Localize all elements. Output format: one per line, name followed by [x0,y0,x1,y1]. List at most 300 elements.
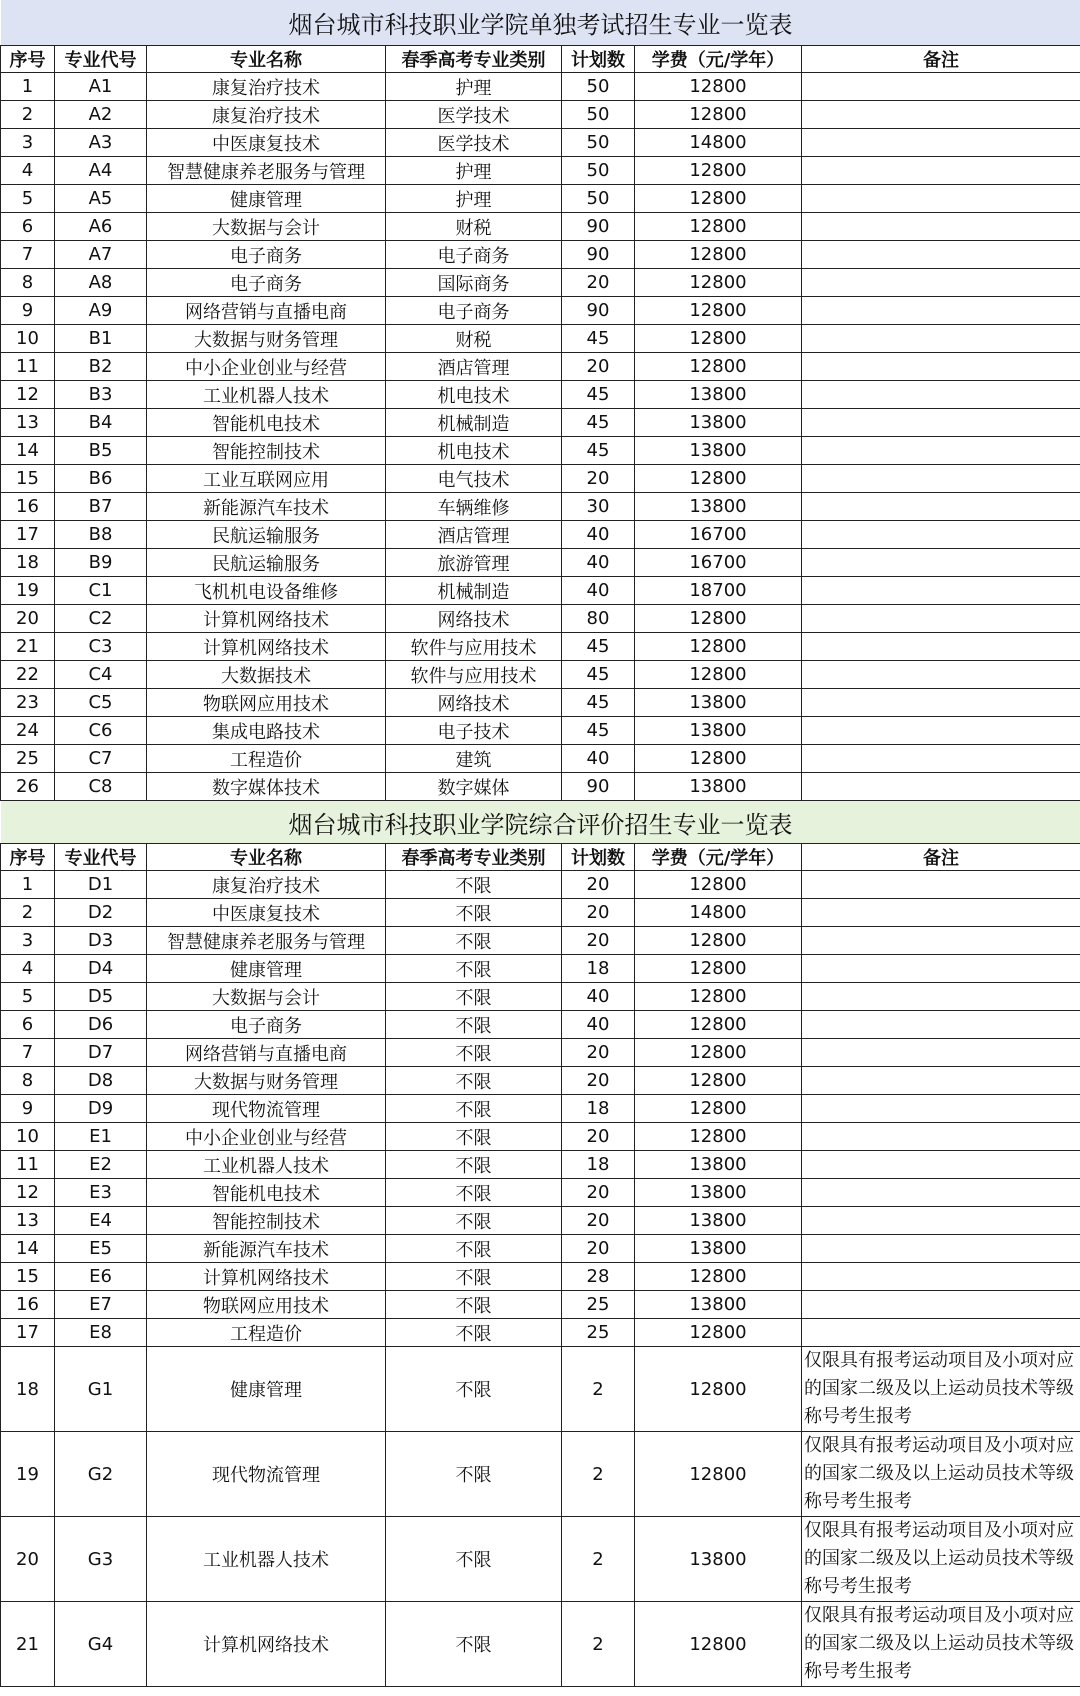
tuition-cell: 12800 [635,297,802,325]
plan-count-cell: 20 [562,871,635,899]
major-name-cell: 大数据与会计 [147,213,386,241]
note-cell [802,185,1080,213]
category-cell: 不限 [386,983,562,1011]
note-cell [802,101,1080,129]
table-row [1,633,1080,661]
plan-count-cell: 20 [562,1067,635,1095]
code-cell: C3 [55,633,147,661]
note-cell [802,927,1080,955]
code-cell: C6 [55,717,147,745]
seq-cell: 4 [1,955,55,983]
table-row [1,1602,1080,1687]
table-row [1,437,1080,465]
table-row [1,927,1080,955]
plan-count-cell: 40 [562,521,635,549]
table-row [1,1095,1080,1123]
tuition-cell: 12800 [635,633,802,661]
note-cell: 仅限具有报考运动项目及小项对应的国家二级及以上运动员技术等级称号考生报考 [802,1517,1080,1602]
note-cell [802,899,1080,927]
code-cell: B9 [55,549,147,577]
code-cell: C5 [55,689,147,717]
major-name-cell: 工业机器人技术 [147,381,386,409]
note-cell [802,437,1080,465]
note-cell [802,773,1080,801]
note-cell: 仅限具有报考运动项目及小项对应的国家二级及以上运动员技术等级称号考生报考 [802,1432,1080,1517]
note-cell [802,1235,1080,1263]
plan-count-cell: 18 [562,1151,635,1179]
category-cell: 不限 [386,1235,562,1263]
major-name-cell: 大数据与会计 [147,983,386,1011]
header-cell: 计划数 [562,844,635,871]
plan-count-cell: 50 [562,129,635,157]
category-cell: 不限 [386,1179,562,1207]
major-name-cell: 数字媒体技术 [147,773,386,801]
code-cell: G4 [55,1602,147,1687]
code-cell: A7 [55,241,147,269]
code-cell: A6 [55,213,147,241]
code-cell: D2 [55,899,147,927]
header-cell: 专业代号 [55,844,147,871]
code-cell: E5 [55,1235,147,1263]
note-cell [802,157,1080,185]
category-cell: 酒店管理 [386,353,562,381]
plan-count-cell: 2 [562,1517,635,1602]
header-cell: 专业名称 [147,46,386,73]
tuition-cell: 12800 [635,465,802,493]
note-cell [802,521,1080,549]
seq-cell: 22 [1,661,55,689]
note-cell [802,549,1080,577]
table-row [1,157,1080,185]
table-row [1,1347,1080,1432]
category-cell: 不限 [386,1432,562,1517]
table-row [1,1067,1080,1095]
table-row [1,717,1080,745]
tuition-cell: 13800 [635,689,802,717]
seq-cell: 14 [1,437,55,465]
plan-count-cell: 45 [562,325,635,353]
category-cell: 护理 [386,157,562,185]
plan-count-cell: 28 [562,1263,635,1291]
table-title-row [1,0,1080,46]
plan-count-cell: 20 [562,1179,635,1207]
tuition-cell: 12800 [635,1432,802,1517]
category-cell: 车辆维修 [386,493,562,521]
tuition-cell: 13800 [635,1291,802,1319]
note-cell [802,577,1080,605]
table-row [1,1517,1080,1602]
major-name-cell: 工程造价 [147,1319,386,1347]
seq-cell: 13 [1,1207,55,1235]
plan-count-cell: 45 [562,409,635,437]
code-cell: E6 [55,1263,147,1291]
category-cell: 不限 [386,1011,562,1039]
major-name-cell: 大数据技术 [147,661,386,689]
table-row [1,871,1080,899]
tuition-cell: 13800 [635,773,802,801]
tuition-cell: 12800 [635,871,802,899]
note-cell [802,717,1080,745]
major-name-cell: 新能源汽车技术 [147,1235,386,1263]
category-cell: 财税 [386,325,562,353]
code-cell: G2 [55,1432,147,1517]
seq-cell: 7 [1,1039,55,1067]
seq-cell: 23 [1,689,55,717]
code-cell: C2 [55,605,147,633]
major-name-cell: 康复治疗技术 [147,101,386,129]
table-row [1,325,1080,353]
major-name-cell: 工程造价 [147,745,386,773]
tuition-cell: 12800 [635,1123,802,1151]
seq-cell: 2 [1,899,55,927]
header-cell: 学费（元/学年） [635,46,802,73]
plan-count-cell: 45 [562,437,635,465]
table-row [1,1235,1080,1263]
major-name-cell: 计算机网络技术 [147,633,386,661]
plan-count-cell: 18 [562,955,635,983]
tuition-cell: 12800 [635,1347,802,1432]
major-name-cell: 健康管理 [147,185,386,213]
plan-count-cell: 90 [562,213,635,241]
table-row [1,577,1080,605]
seq-cell: 21 [1,1602,55,1687]
major-name-cell: 物联网应用技术 [147,689,386,717]
tuition-cell: 12800 [635,101,802,129]
comprehensive-eval-section [1,801,1080,1687]
seq-cell: 1 [1,73,55,101]
table-row [1,381,1080,409]
table-row [1,269,1080,297]
plan-count-cell: 20 [562,927,635,955]
category-cell: 不限 [386,927,562,955]
seq-cell: 12 [1,381,55,409]
table-title-row [1,801,1080,844]
plan-count-cell: 90 [562,773,635,801]
table-row [1,241,1080,269]
code-cell: E2 [55,1151,147,1179]
tuition-cell: 14800 [635,899,802,927]
plan-count-cell: 20 [562,1207,635,1235]
major-name-cell: 工业互联网应用 [147,465,386,493]
tuition-cell: 13800 [635,1235,802,1263]
note-cell [802,1319,1080,1347]
category-cell: 不限 [386,871,562,899]
code-cell: C7 [55,745,147,773]
code-cell: D6 [55,1011,147,1039]
tuition-cell: 12800 [635,241,802,269]
header-cell: 春季高考专业类别 [386,844,562,871]
major-name-cell: 现代物流管理 [147,1095,386,1123]
code-cell: A4 [55,157,147,185]
note-cell [802,1067,1080,1095]
seq-cell: 25 [1,745,55,773]
plan-count-cell: 40 [562,745,635,773]
plan-count-cell: 2 [562,1602,635,1687]
code-cell: D9 [55,1095,147,1123]
code-cell: A2 [55,101,147,129]
code-cell: A8 [55,269,147,297]
note-cell [802,661,1080,689]
plan-count-cell: 20 [562,269,635,297]
seq-cell: 16 [1,1291,55,1319]
tuition-cell: 12800 [635,1319,802,1347]
seq-cell: 8 [1,1067,55,1095]
table-row [1,773,1080,801]
tuition-cell: 12800 [635,1039,802,1067]
major-name-cell: 电子商务 [147,1011,386,1039]
table-row [1,465,1080,493]
category-cell: 电气技术 [386,465,562,493]
tuition-cell: 12800 [635,269,802,297]
header-cell: 序号 [1,46,55,73]
code-cell: D3 [55,927,147,955]
seq-cell: 11 [1,353,55,381]
major-name-cell: 中小企业创业与经营 [147,353,386,381]
note-cell [802,353,1080,381]
seq-cell: 18 [1,1347,55,1432]
code-cell: B4 [55,409,147,437]
note-cell [802,1291,1080,1319]
seq-cell: 8 [1,269,55,297]
category-cell: 不限 [386,1123,562,1151]
category-cell: 不限 [386,1291,562,1319]
note-cell [802,605,1080,633]
seq-cell: 15 [1,1263,55,1291]
tuition-cell: 12800 [635,157,802,185]
category-cell: 医学技术 [386,101,562,129]
plan-count-cell: 30 [562,493,635,521]
table-row [1,297,1080,325]
major-name-cell: 智慧健康养老服务与管理 [147,157,386,185]
seq-cell: 2 [1,101,55,129]
header-cell: 备注 [802,46,1080,73]
seq-cell: 4 [1,157,55,185]
tuition-cell: 13800 [635,1179,802,1207]
tuition-cell: 12800 [635,927,802,955]
plan-count-cell: 50 [562,157,635,185]
tuition-cell: 12800 [635,185,802,213]
table-row [1,1291,1080,1319]
code-cell: A9 [55,297,147,325]
table-row [1,1011,1080,1039]
seq-cell: 20 [1,1517,55,1602]
code-cell: C4 [55,661,147,689]
major-name-cell: 中小企业创业与经营 [147,1123,386,1151]
major-name-cell: 健康管理 [147,955,386,983]
code-cell: E7 [55,1291,147,1319]
code-cell: B7 [55,493,147,521]
tuition-cell: 18700 [635,577,802,605]
code-cell: B2 [55,353,147,381]
plan-count-cell: 2 [562,1432,635,1517]
note-cell [802,465,1080,493]
plan-count-cell: 45 [562,381,635,409]
code-cell: D5 [55,983,147,1011]
plan-count-cell: 80 [562,605,635,633]
major-name-cell: 中医康复技术 [147,129,386,157]
major-name-cell: 集成电路技术 [147,717,386,745]
major-name-cell: 智能机电技术 [147,1179,386,1207]
tuition-cell: 12800 [635,73,802,101]
table-row [1,1319,1080,1347]
seq-cell: 1 [1,871,55,899]
plan-count-cell: 90 [562,297,635,325]
category-cell: 财税 [386,213,562,241]
plan-count-cell: 25 [562,1319,635,1347]
tuition-cell: 16700 [635,549,802,577]
category-cell: 旅游管理 [386,549,562,577]
plan-count-cell: 20 [562,1235,635,1263]
header-cell: 专业名称 [147,844,386,871]
note-cell [802,1179,1080,1207]
code-cell: E8 [55,1319,147,1347]
category-cell: 不限 [386,1319,562,1347]
tuition-cell: 16700 [635,521,802,549]
table-row [1,493,1080,521]
seq-cell: 14 [1,1235,55,1263]
tuition-cell: 13800 [635,1517,802,1602]
major-name-cell: 电子商务 [147,269,386,297]
seq-cell: 17 [1,1319,55,1347]
code-cell: A1 [55,73,147,101]
major-name-cell: 物联网应用技术 [147,1291,386,1319]
table-row [1,1151,1080,1179]
table-row [1,689,1080,717]
major-name-cell: 智能控制技术 [147,437,386,465]
tuition-cell: 12800 [635,353,802,381]
note-cell [802,73,1080,101]
plan-count-cell: 20 [562,465,635,493]
tuition-cell: 12800 [635,983,802,1011]
note-cell [802,1263,1080,1291]
category-cell: 护理 [386,185,562,213]
category-cell: 机电技术 [386,437,562,465]
category-cell: 网络技术 [386,689,562,717]
code-cell: B5 [55,437,147,465]
tuition-cell: 13800 [635,1207,802,1235]
tuition-cell: 12800 [635,955,802,983]
table-row [1,521,1080,549]
table-row [1,605,1080,633]
category-cell: 机械制造 [386,577,562,605]
table-row [1,1039,1080,1067]
note-cell [802,409,1080,437]
code-cell: G3 [55,1517,147,1602]
seq-cell: 17 [1,521,55,549]
plan-count-cell: 90 [562,241,635,269]
code-cell: G1 [55,1347,147,1432]
plan-count-cell: 50 [562,73,635,101]
category-cell: 国际商务 [386,269,562,297]
tuition-cell: 13800 [635,1151,802,1179]
category-cell: 不限 [386,1347,562,1432]
note-cell [802,689,1080,717]
table-row [1,983,1080,1011]
plan-count-cell: 40 [562,983,635,1011]
major-name-cell: 工业机器人技术 [147,1151,386,1179]
plan-count-cell: 45 [562,633,635,661]
code-cell: E1 [55,1123,147,1151]
category-cell: 不限 [386,955,562,983]
plan-count-cell: 45 [562,689,635,717]
category-cell: 电子商务 [386,297,562,325]
code-cell: E3 [55,1179,147,1207]
seq-cell: 3 [1,129,55,157]
tuition-cell: 12800 [635,1602,802,1687]
tuition-cell: 12800 [635,1095,802,1123]
category-cell: 不限 [386,1151,562,1179]
seq-cell: 10 [1,1123,55,1151]
seq-cell: 6 [1,213,55,241]
table-row [1,185,1080,213]
seq-cell: 9 [1,297,55,325]
note-cell [802,241,1080,269]
category-cell: 不限 [386,1517,562,1602]
category-cell: 不限 [386,1602,562,1687]
tuition-cell: 14800 [635,129,802,157]
major-name-cell: 电子商务 [147,241,386,269]
note-cell: 仅限具有报考运动项目及小项对应的国家二级及以上运动员技术等级称号考生报考 [802,1347,1080,1432]
separate-exam-title: 烟台城市科技职业学院单独考试招生专业一览表 [1,0,1080,46]
tuition-cell: 12800 [635,605,802,633]
category-cell: 不限 [386,1263,562,1291]
category-cell: 护理 [386,73,562,101]
code-cell: D1 [55,871,147,899]
note-cell [802,1011,1080,1039]
category-cell: 机电技术 [386,381,562,409]
tuition-cell: 13800 [635,437,802,465]
header-cell: 备注 [802,844,1080,871]
note-cell [802,213,1080,241]
category-cell: 数字媒体 [386,773,562,801]
category-cell: 软件与应用技术 [386,661,562,689]
table-row [1,1432,1080,1517]
seq-cell: 21 [1,633,55,661]
category-cell: 不限 [386,1207,562,1235]
plan-count-cell: 40 [562,1011,635,1039]
major-name-cell: 康复治疗技术 [147,871,386,899]
plan-count-cell: 50 [562,101,635,129]
plan-count-cell: 45 [562,717,635,745]
major-name-cell: 飞机机电设备维修 [147,577,386,605]
header-row [1,46,1080,73]
seq-cell: 20 [1,605,55,633]
table-row [1,1123,1080,1151]
plan-count-cell: 20 [562,1123,635,1151]
major-name-cell: 工业机器人技术 [147,1517,386,1602]
seq-cell: 6 [1,1011,55,1039]
note-cell [802,633,1080,661]
category-cell: 电子技术 [386,717,562,745]
note-cell [802,1207,1080,1235]
table-row [1,101,1080,129]
plan-count-cell: 50 [562,185,635,213]
major-name-cell: 中医康复技术 [147,899,386,927]
table-row [1,353,1080,381]
note-cell [802,1095,1080,1123]
major-name-cell: 计算机网络技术 [147,605,386,633]
table-row [1,213,1080,241]
plan-count-cell: 40 [562,549,635,577]
note-cell [802,493,1080,521]
header-cell: 序号 [1,844,55,871]
code-cell: A3 [55,129,147,157]
category-cell: 不限 [386,899,562,927]
category-cell: 机械制造 [386,409,562,437]
tuition-cell: 13800 [635,381,802,409]
tuition-cell: 13800 [635,717,802,745]
code-cell: B6 [55,465,147,493]
